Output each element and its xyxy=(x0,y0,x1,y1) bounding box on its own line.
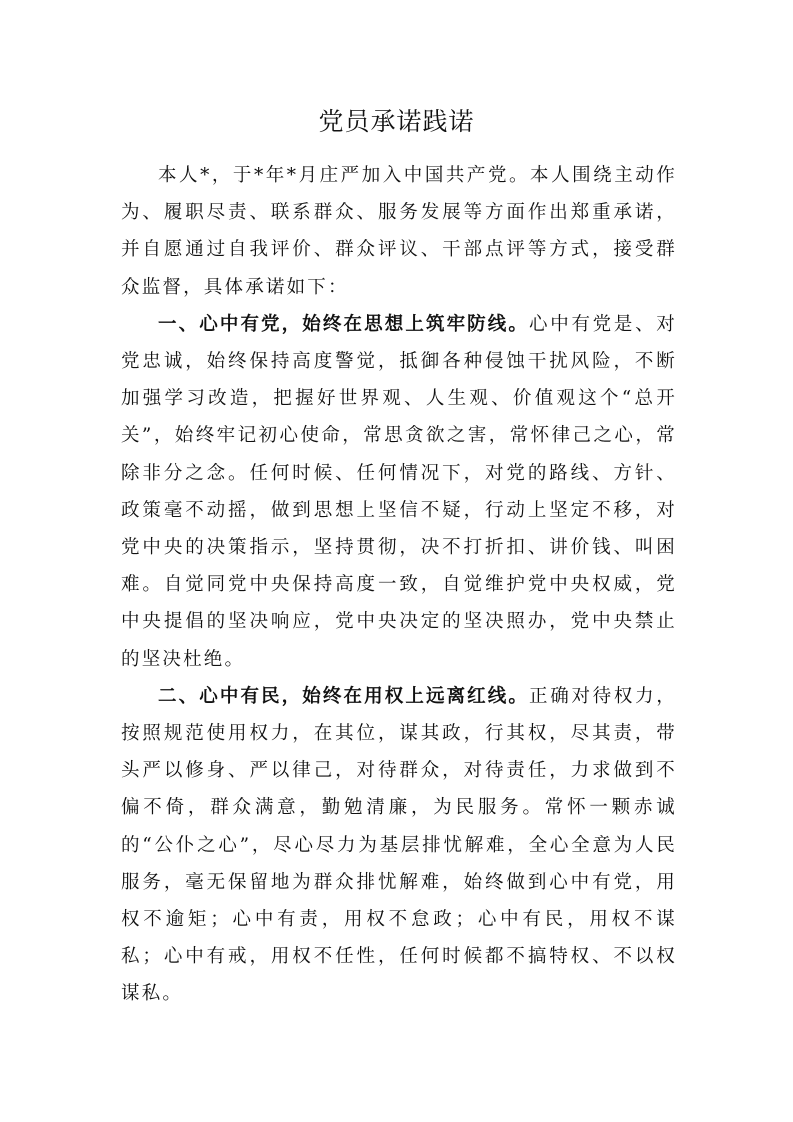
section-2-heading: 二、心中有民，始终在用权上远离红线。 xyxy=(158,685,530,707)
document-title: 党员承诺践诺 xyxy=(318,107,475,136)
section-1-text: 心中有党是、对党忠诚，始终保持高度警觉，抵御各种侵蚀干扰风险，不断加强学习改造，把握好世界观、人生观、价值观这个“总开关”，始终牢记初心使命，常思贪欲之害，常怀律己之心，常除非分之念。任何时候、任何情况下，对党的路线、方针、政策毫不动摇，做到思想上坚信不疑，行动上坚定不移，对党中央的决策指示，坚持贯彻，决不打折扣、讲价钱、叫困难。自觉同党中央保持高度一致，自觉维护党中央权威，党中央提倡的坚决响应，党中央决定的坚决照办，党中央禁止的坚决杜绝。 xyxy=(121,313,677,670)
section-2-paragraph xyxy=(121,678,677,1013)
document-body xyxy=(121,157,677,1013)
section-1-heading: 一、心中有党，始终在思想上筑牢防线。 xyxy=(158,313,530,335)
intro-paragraph: 本人*，于*年*月庄严加入中国共产党。本人围绕主动作为、履职尽责、联系群众、服务发展等方面作出郑重承诺，并自愿通过自我评价、群众评议、干部点评等方式，接受群众监督，具体承诺如下： xyxy=(121,165,677,298)
section-2-text: 正确对待权力，按照规范使用权力，在其位，谋其政，行其权，尽其责，带头严以修身、严以律己，对待群众，对待责任，力求做到不偏不倚，群众满意，勤勉清廉，为民服务。常怀一颗赤诚的“公仆之心”，尽心尽力为基层排忧解难，全心全意为人民服务，毫无保留地为群众排忧解难，始终做到心中有党，用权不逾矩；心中有责，用权不怠政；心中有民，用权不谋私；心中有戒，用权不任性，任何时候都不搞特权、不以权谋私。 xyxy=(121,685,677,1005)
section-1-paragraph xyxy=(121,306,677,678)
